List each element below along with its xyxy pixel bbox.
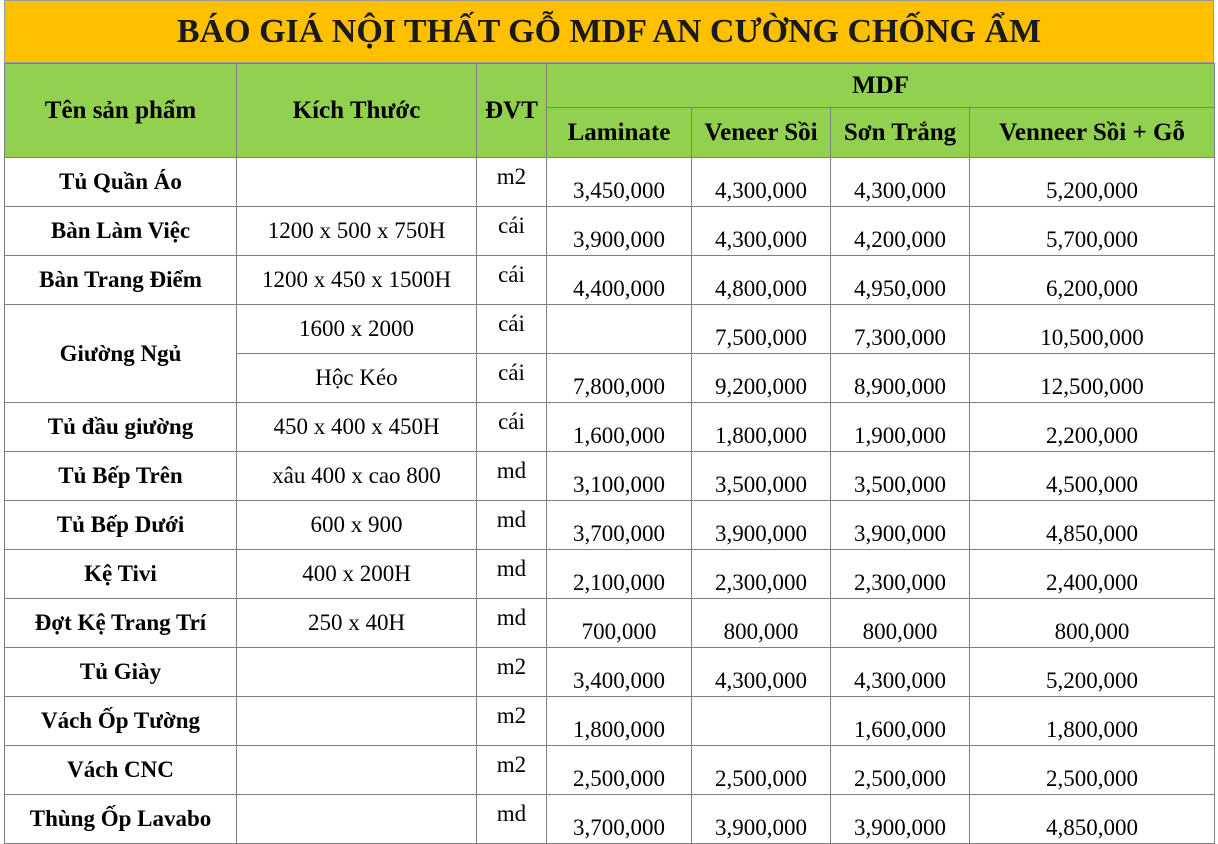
product-unit: md <box>477 795 547 844</box>
price-laminate: 3,450,000 <box>547 158 692 207</box>
table-row <box>5 256 1215 305</box>
table-row <box>5 403 1215 452</box>
price-laminate: 3,700,000 <box>547 795 692 844</box>
price-son-trang: 2,500,000 <box>831 746 970 795</box>
price-veneer-soi: 3,500,000 <box>692 452 831 501</box>
product-size: 1200 x 450 x 1500H <box>237 256 477 305</box>
product-name: Tủ đầu giường <box>5 403 237 452</box>
product-name: Kệ Tivi <box>5 550 237 599</box>
price-veneer-soi <box>692 697 831 746</box>
price-son-trang: 4,950,000 <box>831 256 970 305</box>
price-veneer-soi: 4,300,000 <box>692 648 831 697</box>
product-name: Đợt Kệ Trang Trí <box>5 599 237 648</box>
price-venneer-soi-go: 800,000 <box>970 599 1215 648</box>
product-unit: m2 <box>477 697 547 746</box>
product-name: Tủ Bếp Dưới <box>5 501 237 550</box>
table-row <box>5 158 1215 207</box>
price-laminate: 1,600,000 <box>547 403 692 452</box>
price-veneer-soi: 4,300,000 <box>692 158 831 207</box>
product-name: Bàn Trang Điểm <box>5 256 237 305</box>
price-laminate: 700,000 <box>547 599 692 648</box>
product-size <box>237 648 477 697</box>
price-laminate: 2,500,000 <box>547 746 692 795</box>
price-table <box>4 63 1215 844</box>
product-unit: cái <box>477 305 547 354</box>
product-name: Tủ Quần Áo <box>5 158 237 207</box>
product-name: Giường Ngủ <box>5 305 237 403</box>
price-venneer-soi-go: 2,200,000 <box>970 403 1215 452</box>
price-venneer-soi-go: 2,500,000 <box>970 746 1215 795</box>
table-row <box>5 305 1215 354</box>
product-size <box>237 795 477 844</box>
header-laminate: Laminate <box>547 108 692 158</box>
price-son-trang: 1,900,000 <box>831 403 970 452</box>
price-venneer-soi-go: 5,200,000 <box>970 648 1215 697</box>
price-venneer-soi-go: 4,500,000 <box>970 452 1215 501</box>
table-row <box>5 452 1215 501</box>
price-veneer-soi: 9,200,000 <box>692 354 831 403</box>
product-name: Tủ Bếp Trên <box>5 452 237 501</box>
price-venneer-soi-go: 5,700,000 <box>970 207 1215 256</box>
product-unit: cái <box>477 403 547 452</box>
price-veneer-soi: 2,300,000 <box>692 550 831 599</box>
price-venneer-soi-go: 12,500,000 <box>970 354 1215 403</box>
price-son-trang: 3,900,000 <box>831 795 970 844</box>
price-veneer-soi: 3,900,000 <box>692 501 831 550</box>
product-unit: m2 <box>477 158 547 207</box>
price-venneer-soi-go: 4,850,000 <box>970 501 1215 550</box>
table-row <box>5 501 1215 550</box>
table-row <box>5 207 1215 256</box>
price-veneer-soi: 800,000 <box>692 599 831 648</box>
price-laminate: 1,800,000 <box>547 697 692 746</box>
product-unit: md <box>477 501 547 550</box>
price-venneer-soi-go: 1,800,000 <box>970 697 1215 746</box>
price-laminate <box>547 305 692 354</box>
price-venneer-soi-go: 2,400,000 <box>970 550 1215 599</box>
table-row <box>5 550 1215 599</box>
product-unit: md <box>477 599 547 648</box>
product-name: Bàn Làm Việc <box>5 207 237 256</box>
price-son-trang: 3,500,000 <box>831 452 970 501</box>
price-laminate: 4,400,000 <box>547 256 692 305</box>
product-name: Vách Ốp Tường <box>5 697 237 746</box>
product-unit: cái <box>477 207 547 256</box>
price-laminate: 7,800,000 <box>547 354 692 403</box>
table-row <box>5 795 1215 844</box>
price-laminate: 3,900,000 <box>547 207 692 256</box>
price-laminate: 3,400,000 <box>547 648 692 697</box>
price-veneer-soi: 3,900,000 <box>692 795 831 844</box>
price-venneer-soi-go: 4,850,000 <box>970 795 1215 844</box>
sheet-title: BÁO GIÁ NỘI THẤT GỖ MDF AN CƯỜNG CHỐNG ẨM <box>4 0 1214 63</box>
header-product: Tên sản phẩm <box>5 64 237 158</box>
price-son-trang: 4,300,000 <box>831 158 970 207</box>
price-veneer-soi: 7,500,000 <box>692 305 831 354</box>
product-size: 600 x 900 <box>237 501 477 550</box>
product-unit: md <box>477 452 547 501</box>
product-size <box>237 158 477 207</box>
price-son-trang: 2,300,000 <box>831 550 970 599</box>
product-unit: md <box>477 550 547 599</box>
header-size: Kích Thước <box>237 64 477 158</box>
price-venneer-soi-go: 10,500,000 <box>970 305 1215 354</box>
product-size: 450 x 400 x 450H <box>237 403 477 452</box>
price-laminate: 3,700,000 <box>547 501 692 550</box>
price-son-trang: 3,900,000 <box>831 501 970 550</box>
table-row <box>5 697 1215 746</box>
price-venneer-soi-go: 6,200,000 <box>970 256 1215 305</box>
header-unit: ĐVT <box>477 64 547 158</box>
product-size: xâu 400 x cao 800 <box>237 452 477 501</box>
price-venneer-soi-go: 5,200,000 <box>970 158 1215 207</box>
product-size <box>237 697 477 746</box>
price-veneer-soi: 4,800,000 <box>692 256 831 305</box>
price-veneer-soi: 1,800,000 <box>692 403 831 452</box>
price-laminate: 2,100,000 <box>547 550 692 599</box>
product-name: Vách CNC <box>5 746 237 795</box>
price-son-trang: 4,300,000 <box>831 648 970 697</box>
table-row <box>5 599 1215 648</box>
price-veneer-soi: 2,500,000 <box>692 746 831 795</box>
product-unit: m2 <box>477 648 547 697</box>
price-son-trang: 7,300,000 <box>831 305 970 354</box>
price-veneer-soi: 4,300,000 <box>692 207 831 256</box>
product-name: Tủ Giày <box>5 648 237 697</box>
product-size: 400 x 200H <box>237 550 477 599</box>
price-son-trang: 4,200,000 <box>831 207 970 256</box>
price-son-trang: 1,600,000 <box>831 697 970 746</box>
product-name: Thùng Ốp Lavabo <box>5 795 237 844</box>
table-row <box>5 746 1215 795</box>
product-unit: cái <box>477 256 547 305</box>
product-size: 250 x 40H <box>237 599 477 648</box>
product-size: 1200 x 500 x 750H <box>237 207 477 256</box>
product-size: 1600 x 2000 <box>237 305 477 354</box>
header-mdf-group: MDF <box>547 64 1215 108</box>
product-size: Hộc Kéo <box>237 354 477 403</box>
product-unit: cái <box>477 354 547 403</box>
price-laminate: 3,100,000 <box>547 452 692 501</box>
header-venneer-soi-go: Venneer Sồi + Gỗ <box>970 108 1215 158</box>
product-size <box>237 746 477 795</box>
price-son-trang: 8,900,000 <box>831 354 970 403</box>
table-row <box>5 648 1215 697</box>
header-veneer-soi: Veneer Sồi <box>692 108 831 158</box>
product-unit: m2 <box>477 746 547 795</box>
header-son-trang: Sơn Trắng <box>831 108 970 158</box>
price-son-trang: 800,000 <box>831 599 970 648</box>
